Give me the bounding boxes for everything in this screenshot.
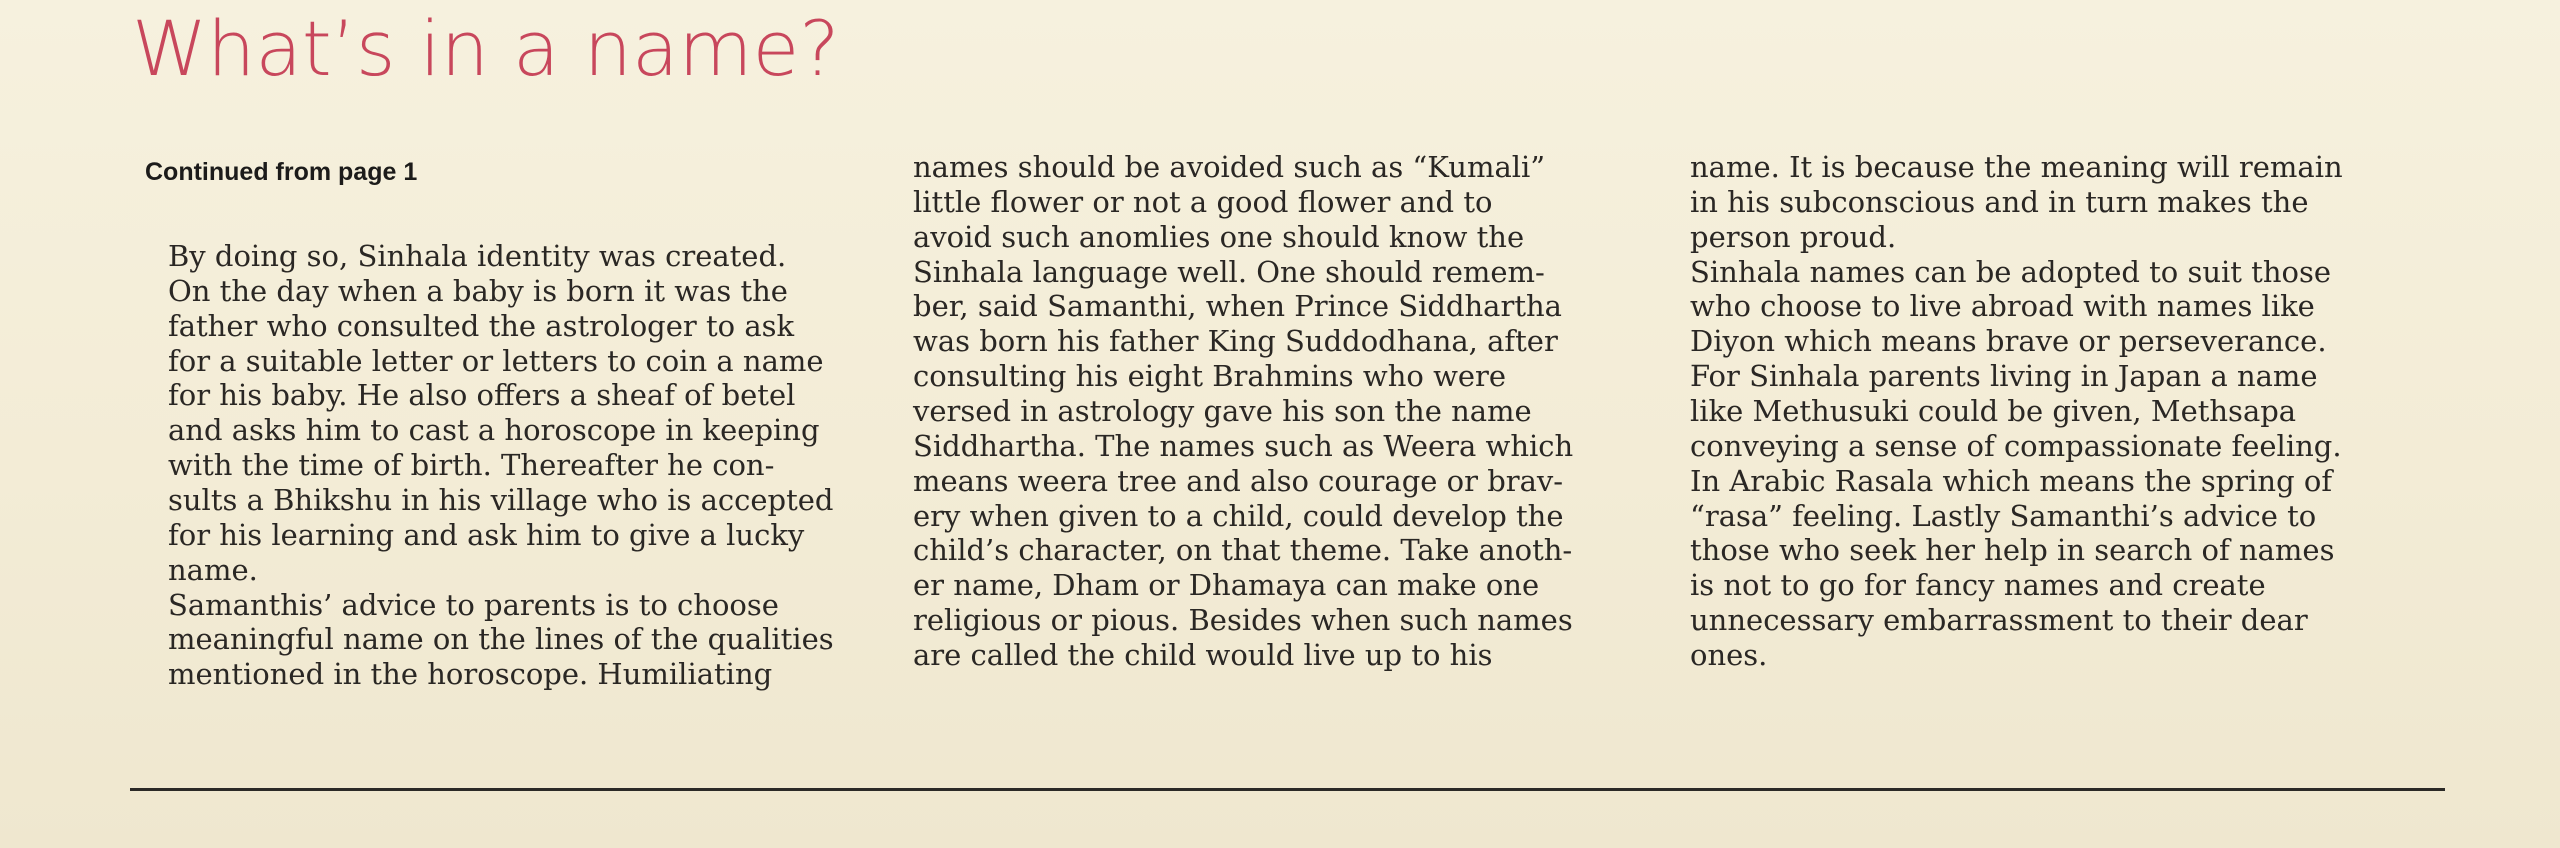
text-line: avoid such anomlies one should know the [913,219,1525,254]
text-line: sults a Bhikshu in his village who is accepted [168,482,834,517]
text-line: Sinhala names can be adopted to suit those [1690,254,2332,289]
text-line: unnecessary embarrassment to their dear [1690,603,2308,638]
text-line: names should be avoided such as “Kumali” [913,150,1546,184]
text-line: Samanthis’ advice to parents is to choose [168,587,779,622]
text-line: Diyon which means brave or perseverance. [1690,324,2327,359]
text-line: For Sinhala parents living in Japan a name [1690,359,2318,394]
text-line: for his baby. He also offers a sheaf of betel [168,378,796,413]
text-line: for a suitable letter or letters to coin a name [168,343,824,378]
text-line: mentioned in the horoscope. Humiliating [168,657,773,692]
text-line: is not to go for fancy names and create [1690,568,2266,603]
text-line: ber, said Samanthi, when Prince Siddhartha [913,289,1562,324]
text-line: versed in astrology gave his son the name [913,393,1532,428]
text-line: religious or pious. Besides when such names [913,603,1573,638]
text-line: er name, Dham or Dhamaya can make one [913,568,1540,603]
text-line: for his learning and ask him to give a lucky [168,517,805,552]
text-line: conveying a sense of compassionate feeling. [1690,428,2342,463]
text-line: person proud. [1690,219,1897,254]
text-line: Siddhartha. The names such as Weera which [913,428,1574,463]
text-line: who choose to live abroad with names like [1690,289,2315,324]
text-line: means weera tree and also courage or brav- [913,463,1564,498]
headline: What’s in a name? [132,4,840,93]
text-line: was born his father King Suddodhana, after [913,324,1558,359]
text-line: little flower or not a good flower and to [913,184,1493,219]
text-line: name. [168,552,258,587]
text-line: consulting his eight Brahmins who were [913,359,1507,394]
text-line: those who seek her help in search of names [1690,533,2335,568]
text-line: ones. [1690,637,1768,672]
continued-from-label: Continued from page 1 [145,158,418,186]
text-line: By doing so, Sinhala identity was created. [168,239,787,273]
text-line: meaningful name on the lines of the qualities [168,622,834,657]
bottom-rule [130,788,2445,791]
text-line: ery when given to a child, could develop the [913,498,1564,533]
text-line: with the time of birth. Thereafter he con- [168,448,775,483]
text-line: Sinhala language well. One should remem- [913,254,1545,289]
text-line: On the day when a baby is born it was the [168,273,788,308]
text-line: child’s character, on that theme. Take anoth- [913,533,1573,568]
text-line: and asks him to cast a horoscope in keeping [168,413,820,448]
text-line: in his subconscious and in turn makes the [1690,184,2309,219]
text-line: In Arabic Rasala which means the spring of [1690,463,2333,498]
text-line: like Methusuki could be given, Methsapa [1690,393,2297,428]
text-line: are called the child would live up to his [913,637,1493,672]
text-line: father who consulted the astrologer to ask [168,308,795,343]
text-line: name. It is because the meaning will remain [1690,150,2343,184]
text-line: “rasa” feeling. Lastly Samanthi’s advice to [1690,498,2317,533]
